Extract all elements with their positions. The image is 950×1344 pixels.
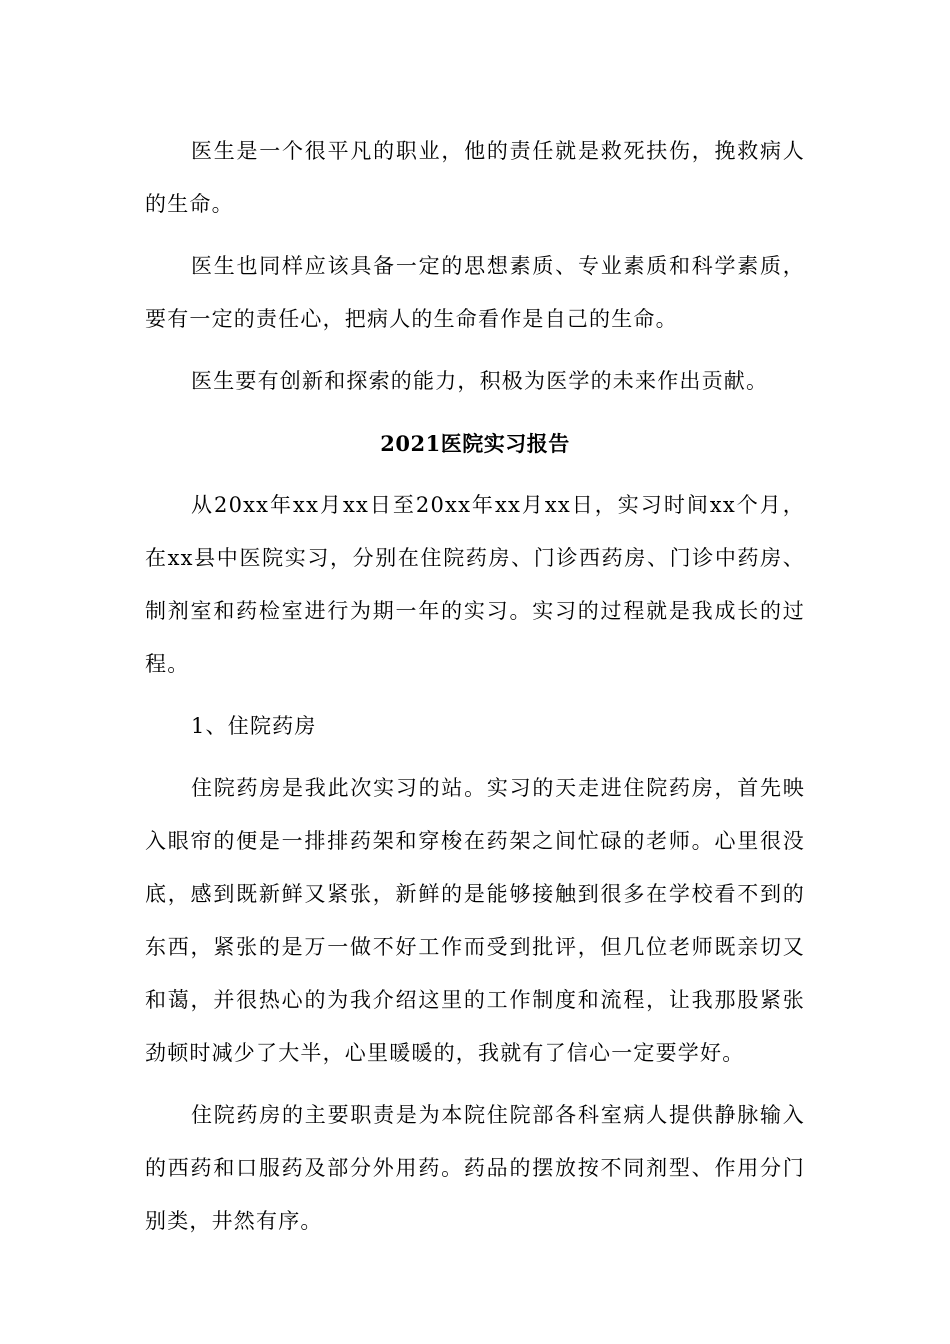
paragraph-doctor-profession: 医生是一个很平凡的职业，他的责任就是救死扶伤，挽救病人的生命。 (145, 139, 805, 216)
paragraph-inpatient-pharmacy-duties: 住院药房的主要职责是为本院住院部各科室病人提供静脉输入的西药和口服药及部分外用药。药品的摆放按不同剂型、作用分门别类，井然有序。 (145, 1103, 805, 1233)
paragraph-internship-intro: 从20xx年xx月xx日至20xx年xx月xx日，实习时间xx个月，在xx县中医院实习，分别在住院药房、门诊西药房、门诊中药房、制剂室和药检室进行为期一年的实习。实习的过程就是我成长的过程。 (145, 493, 805, 676)
paragraph-doctor-innovation: 医生要有创新和探索的能力，积极为医学的未来作出贡献。 (191, 369, 769, 393)
paragraph-inpatient-pharmacy-experience: 住院药房是我此次实习的站。实习的天走进住院药房，首先映入眼帘的便是一排排药架和穿梭在药架之间忙碌的老师。心里很没底，感到既新鲜又紧张，新鲜的是能够接触到很多在学校看不到的东西，紧张的是万一做不好工作而受到批评，但几位老师既亲切又和蔼，并很热心的为我介绍这里的工作制度和流程，让我那股紧张劲顿时减少了大半，心里暖暖的，我就有了信心一定要学好。 (145, 776, 805, 1065)
document-page (145, 125, 805, 1248)
section-heading-inpatient-pharmacy: 1、住院药房 (191, 714, 317, 738)
report-title: 2021医院实习报告 (380, 431, 570, 456)
paragraph-doctor-qualities: 医生也同样应该具备一定的思想素质、专业素质和科学素质，要有一定的责任心，把病人的生命看作是自己的生命。 (145, 254, 805, 331)
